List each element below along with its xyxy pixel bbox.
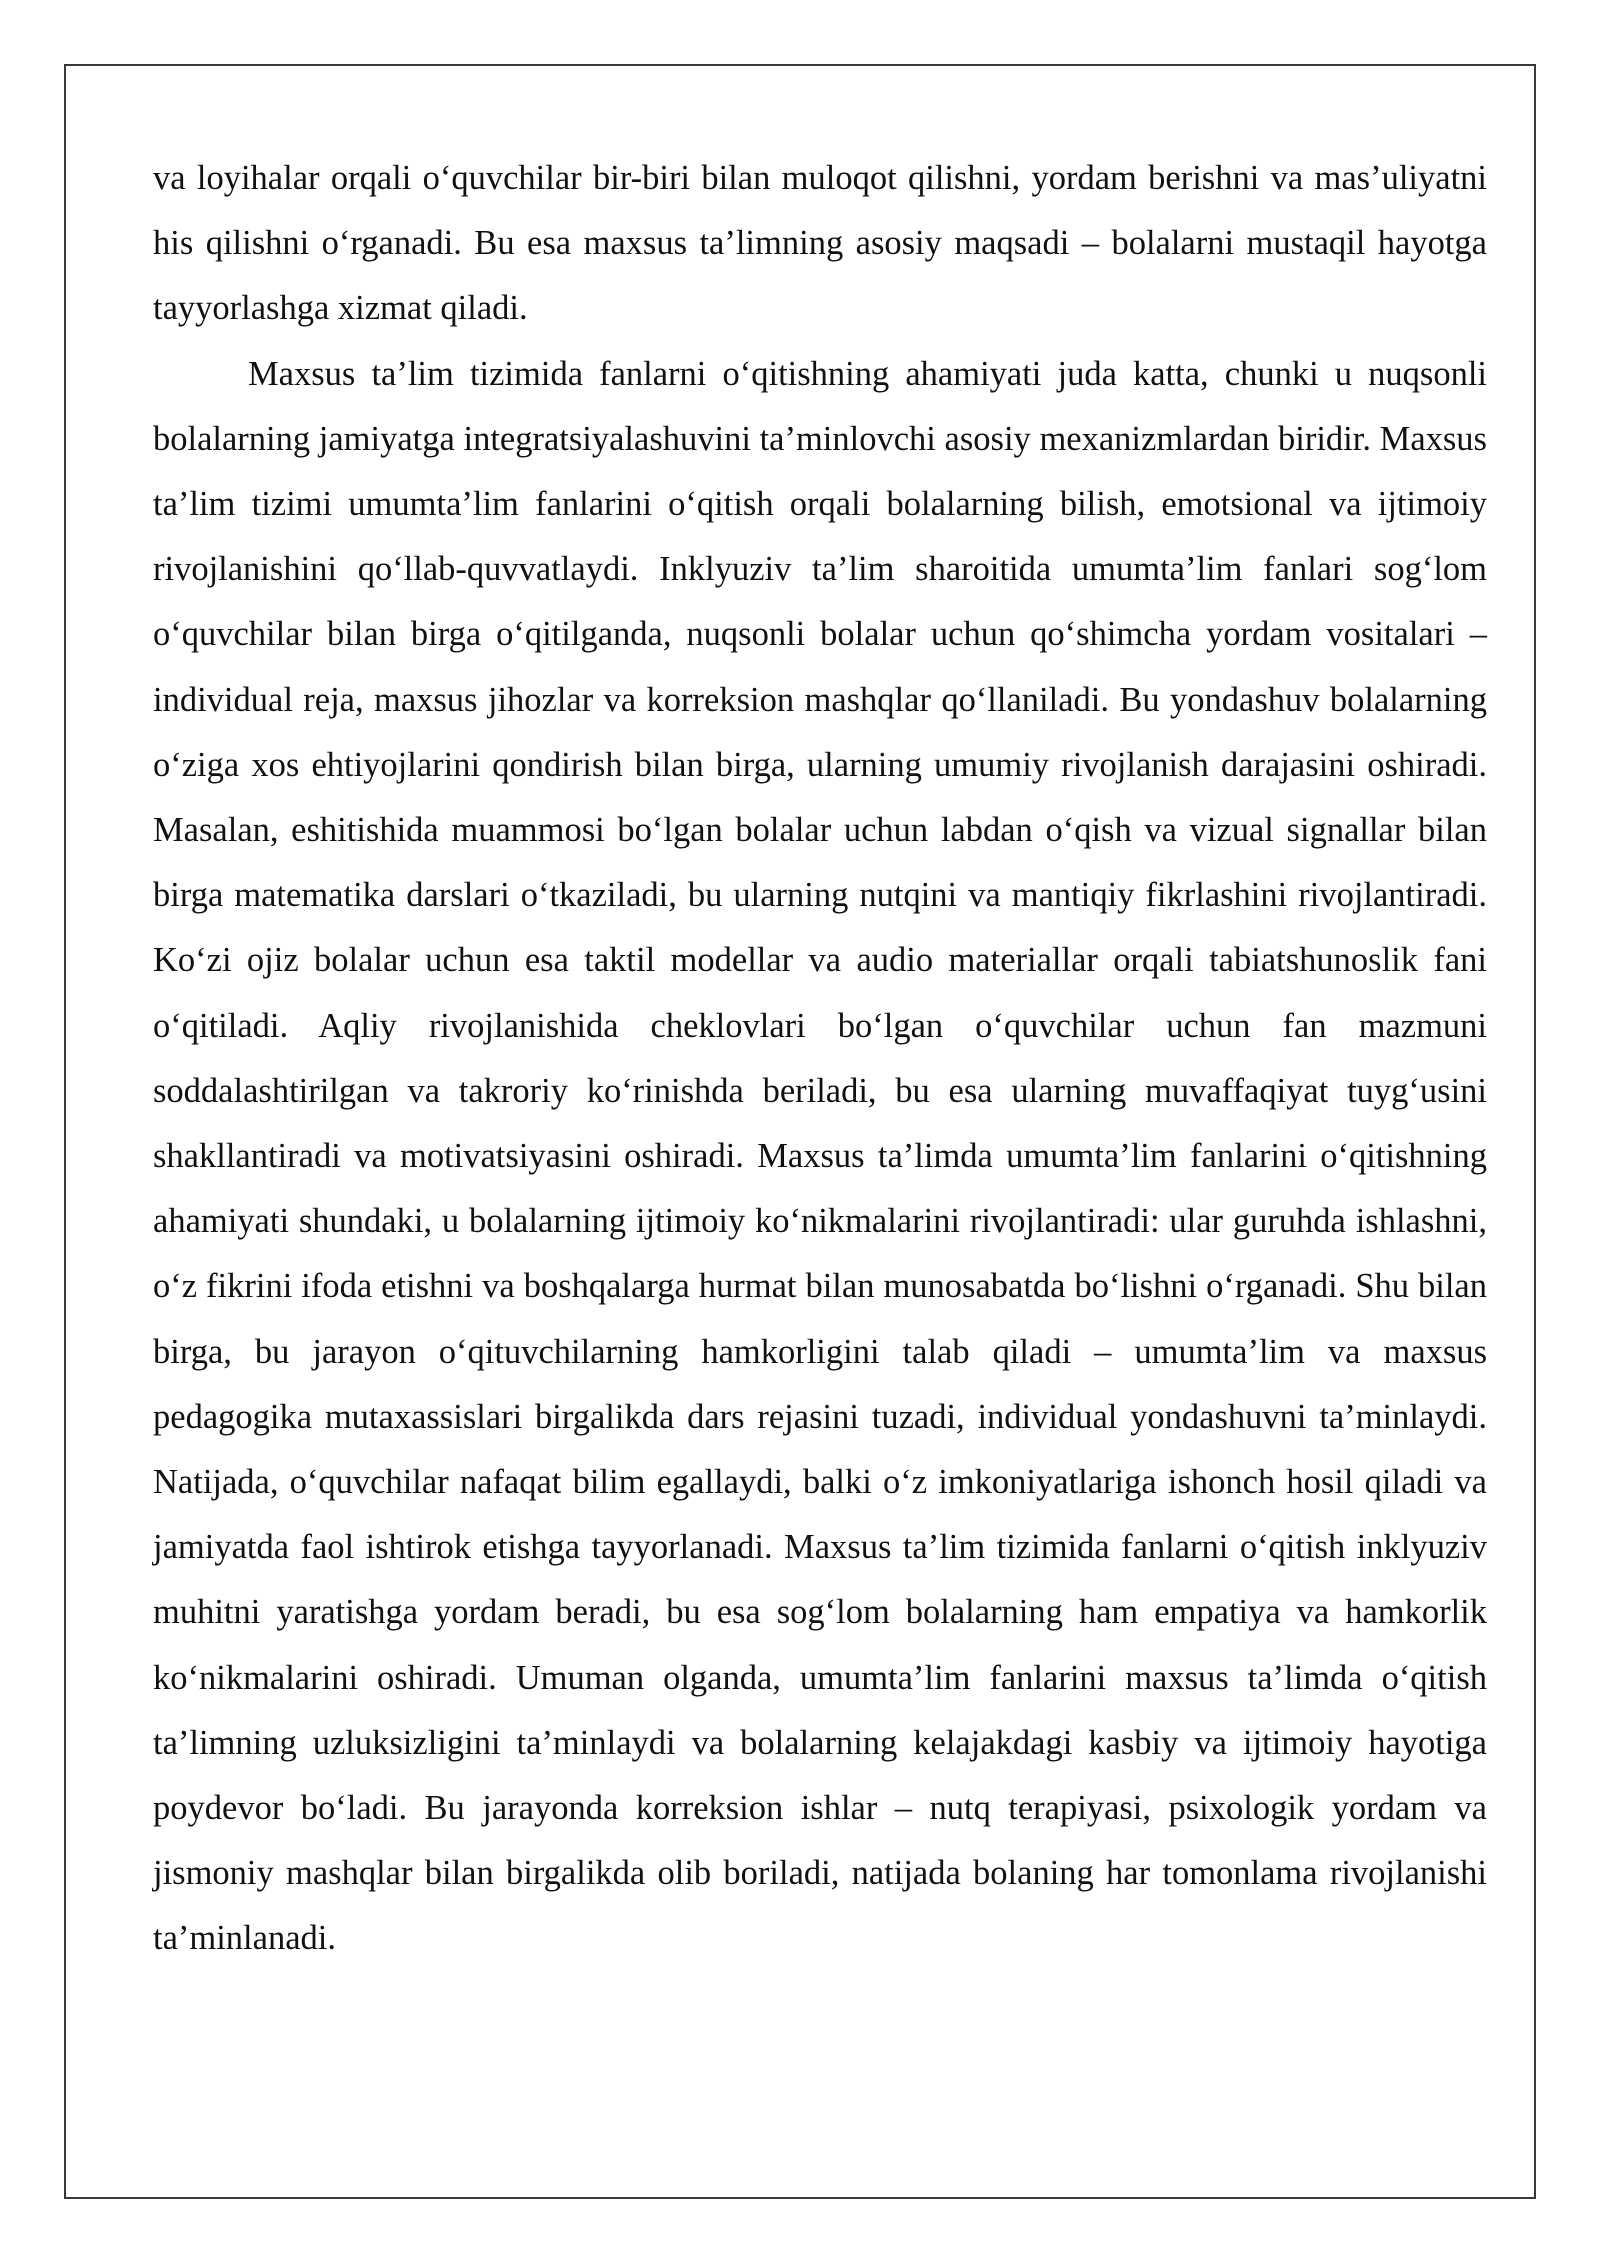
paragraph-main: Maxsus ta’lim tizimida fanlarni o‘qitishning ahamiyati juda katta, chunki u nuqsonli bolalarning jamiyatga integratsiyalashuvini ta’minlovchi asosiy mexanizmlardan biridir. Maxsus ta’lim tizimi umumta’lim fanlarini o‘qitish orqali bolalarning bilish, emotsional va ijtimoiy rivojlanishini qo‘llab-quvvatlaydi. Inklyuziv ta’lim sharoitida umumta’lim fanlari sog‘lom o‘quvchilar bilan birga o‘qitilganda, nuqsonli bolalar uchun qo‘shimcha yordam vositalari – individual reja, maxsus jihozlar va korreksion mashqlar qo‘llaniladi. Bu yondashuv bolalarning o‘ziga xos ehtiyojlarini qondirish bilan birga, ularning umumiy rivojlanish darajasini oshiradi. Masalan, eshitishida muammosi bo‘lgan bolalar uchun labdan o‘qish va vizual signallar bilan birga matematika darslari o‘tkaziladi, bu ularning nutqini va mantiqiy fikrlashini rivojlantiradi. Ko‘zi ojiz bolalar uchun esa taktil modellar va audio materiallar orqali tabiatshunoslik fani o‘qitiladi. Aqliy rivojlanishida cheklovlari bo‘lgan o‘quvchilar uchun fan mazmuni soddalashtirilgan va takroriy ko‘rinishda beriladi, bu esa ularning muvaffaqiyat tuyg‘usini shakllantiradi va motivatsiyasini oshiradi. Maxsus ta’limda umumta’lim fanlarini o‘qitishning ahamiyati shundaki, u bolalarning ijtimoiy ko‘nikmalarini rivojlantiradi: ular guruhda ishlashni, o‘z fikrini ifoda etishni va boshqalarga hurmat bilan munosabatda bo‘lishni o‘rganadi. Shu bilan birga, bu jarayon o‘qituvchilarning hamkorligini talab qiladi – umumta’lim va maxsus pedagogika mutaxassislari birgalikda dars rejasini tuzadi, individual yondashuvni ta’minlaydi. Natijada, o‘quvchilar nafaqat bilim egallaydi, balki o‘z imkoniyatlariga ishonch hosil qiladi va jamiyatda faol ishtirok etishga tayyorlanadi. Maxsus ta’lim tizimida fanlarni o‘qitish inklyuziv muhitni yaratishga yordam beradi, bu esa sog‘lom bolalarning ham empatiya va hamkorlik ko‘nikmalarini oshiradi. Umuman olganda, umumta’lim fanlarini maxsus ta’limda o‘qitish ta’limning uzluksizligini ta’minlaydi va bolalarning kelajakdagi kasbiy va ijtimoiy hayotiga poydevor bo‘ladi. Bu jarayonda korreksion ishlar – nutq terapiyasi, psixologik yordam va jismoniy mashqlar bilan birgalikda olib boriladi, natijada bolaning har tomonlama rivojlanishi ta’minlanadi. — [153, 354, 1487, 1958]
document-body — [153, 146, 1487, 1972]
paragraph-continuation: va loyihalar orqali o‘quvchilar bir-biri bilan muloqot qilishni, yordam berishni va mas’uliyatni his qilishni o‘rganadi. Bu esa maxsus ta’limning asosiy maqsadi – bolalarni mustaqil hayotga tayyorlashga xizmat qiladi. — [153, 159, 1487, 328]
